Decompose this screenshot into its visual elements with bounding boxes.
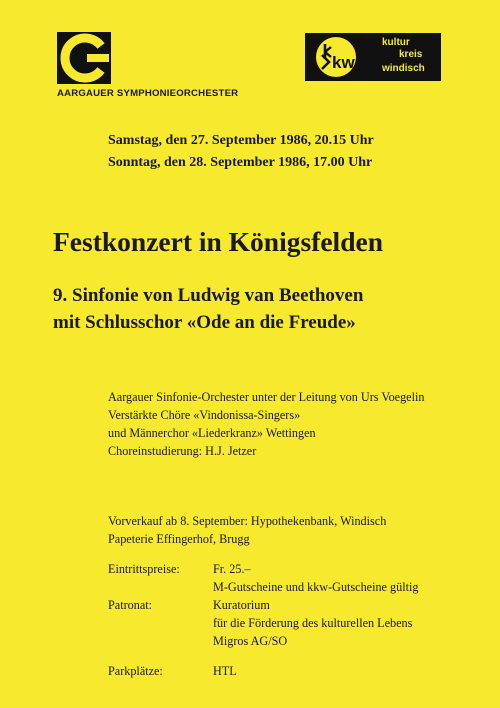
parking-label: Parkplätze: — [108, 664, 163, 678]
orchestra-name: AARGAUER SYMPHONIEORCHESTER — [57, 88, 239, 99]
prices-label: Eintrittspreise: — [108, 562, 180, 576]
performer-line: und Männerchor «Liederkranz» Wettingen — [108, 426, 316, 440]
performer-line: Aargauer Sinfonie-Orchester unter der Leitung von Urs Voegelin — [108, 390, 425, 404]
subtitle-line-1: 9. Sinfonie von Ludwig van Beethoven — [53, 285, 364, 306]
kkw-word-kultur: kultur — [382, 37, 410, 48]
presale-line: Papeterie Effingerhof, Brugg — [108, 532, 250, 546]
patronage-value: Migros AG/SO — [213, 634, 288, 648]
kkw-word-kreis: kreis — [399, 49, 423, 60]
patronage-label: Patronat: — [108, 598, 153, 612]
kkw-logo — [305, 33, 441, 81]
patronage-value: für die Förderung des kulturellen Lebens — [213, 616, 413, 630]
prices-value: M-Gutscheine und kkw-Gutscheine gültig — [213, 580, 419, 594]
subtitle-line-2: mit Schlusschor «Ode an die Freude» — [53, 312, 356, 333]
kkw-letters-icon — [316, 37, 356, 77]
performer-line: Choreinstudierung: H.J. Jetzer — [108, 444, 257, 458]
performer-line: Verstärkte Chöre «Vindonissa-Singers» — [108, 408, 301, 422]
svg-text:kw: kw — [332, 53, 355, 72]
patronage-value: Kuratorium — [213, 598, 270, 612]
prices-value: Fr. 25.– — [213, 562, 251, 576]
date-saturday: Samstag, den 27. September 1986, 20.15 Uhr — [108, 133, 374, 148]
presale-line: Vorverkauf ab 8. September: Hypothekenbank, Windisch — [108, 514, 387, 528]
aso-c-mark-icon — [57, 32, 111, 84]
parking-value: HTL — [213, 664, 237, 678]
kkw-word-windisch: windisch — [382, 63, 425, 74]
date-sunday: Sonntag, den 28. September 1986, 17.00 Uhr — [108, 155, 373, 170]
aso-logo — [57, 32, 111, 84]
kkw-circle-mark — [316, 37, 356, 77]
concert-title: Festkonzert in Königsfelden — [53, 226, 383, 257]
